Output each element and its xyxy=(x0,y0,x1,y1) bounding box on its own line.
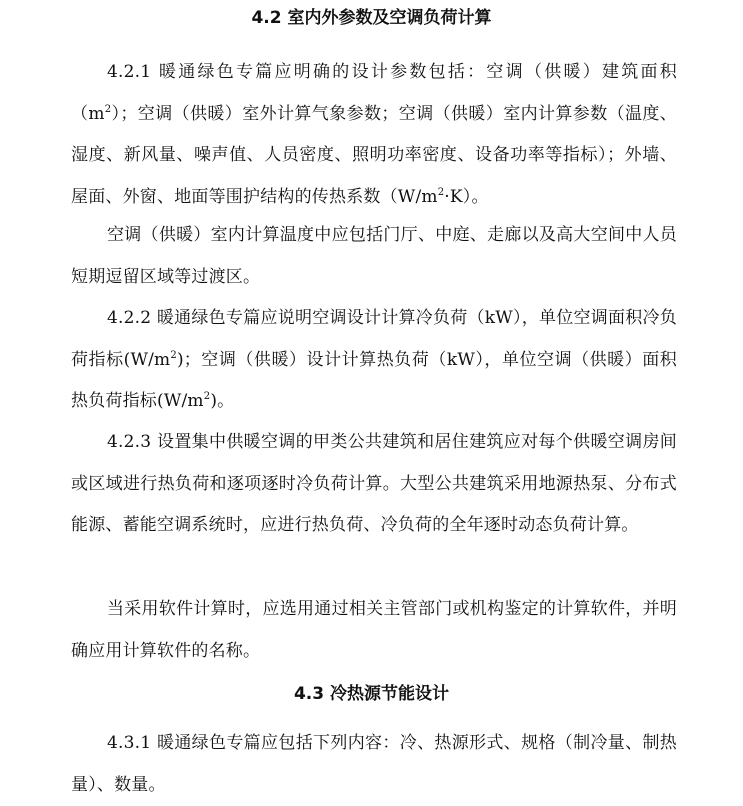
paragraph-4-2-2-text-c: )。 xyxy=(210,391,235,411)
paragraph-4-2-1-text-a: 4.2.1 暖通绿色专篇应明确的设计参数包括：空调（供暖）建筑面积（m xyxy=(71,62,677,124)
superscript-2: 2 xyxy=(170,349,177,361)
paragraph-indoor-temperature: 空调（供暖）室内计算温度中应包括门厅、中庭、走廊以及高大空间中人员短期逗留区域等过渡区。 xyxy=(71,225,677,287)
section-4-2-heading: 4.2 室内外参数及空调负荷计算 xyxy=(251,8,492,28)
paragraph-4-2-2-text-a: 4.2.2 暖通绿色专篇应说明空调设计计算冷负荷（kW），单位空调面积冷负荷指标(W/m xyxy=(71,308,677,370)
paragraph-4-2-1-text-b: ）；空调（供暖）室外计算气象参数；空调（供暖）室内计算参数（温度、湿度、新风量、噪声值、人员密度、照明功率密度、设备功率等指标）；外墙、屋面、外窗、地面等围护结构的传热系数（W/m xyxy=(71,103,677,207)
superscript-2: 2 xyxy=(104,103,112,115)
paragraph-4-3-1: 4.3.1 暖通绿色专篇应包括下列内容：冷、热源形式、规格（制冷量、制热量）、数量。 xyxy=(71,733,677,795)
superscript-2: 2 xyxy=(203,391,211,402)
paragraph-4-2-1-text-c: ·K）。 xyxy=(444,186,489,207)
paragraph-4-2-1 xyxy=(71,52,677,218)
section-4-3-heading: 4.3 冷热源节能设计 xyxy=(293,684,450,704)
paragraph-software-calculation: 当采用软件计算时，应选用通过相关主管部门或机构鉴定的计算软件，并明确应用计算软件的名称。 xyxy=(71,599,677,661)
superscript-2: 2 xyxy=(437,186,445,198)
paragraph-4-2-3: 4.2.3 设置集中供暖空调的甲类公共建筑和居住建筑应对每个供暖空调房间或区域进行热负荷和逐项逐时冷负荷计算。大型公共建筑采用地源热泵、分布式能源、蓄能空调系统时，应进行热负荷、冷负荷的全年逐时动态负荷计算。 xyxy=(71,432,677,535)
paragraph-4-2-2-text-b: )；空调（供暖）设计计算热负荷（kW），单位空调（供暖）面积热负荷指标(W/m xyxy=(71,349,677,411)
paragraph-4-2-2 xyxy=(71,298,677,423)
